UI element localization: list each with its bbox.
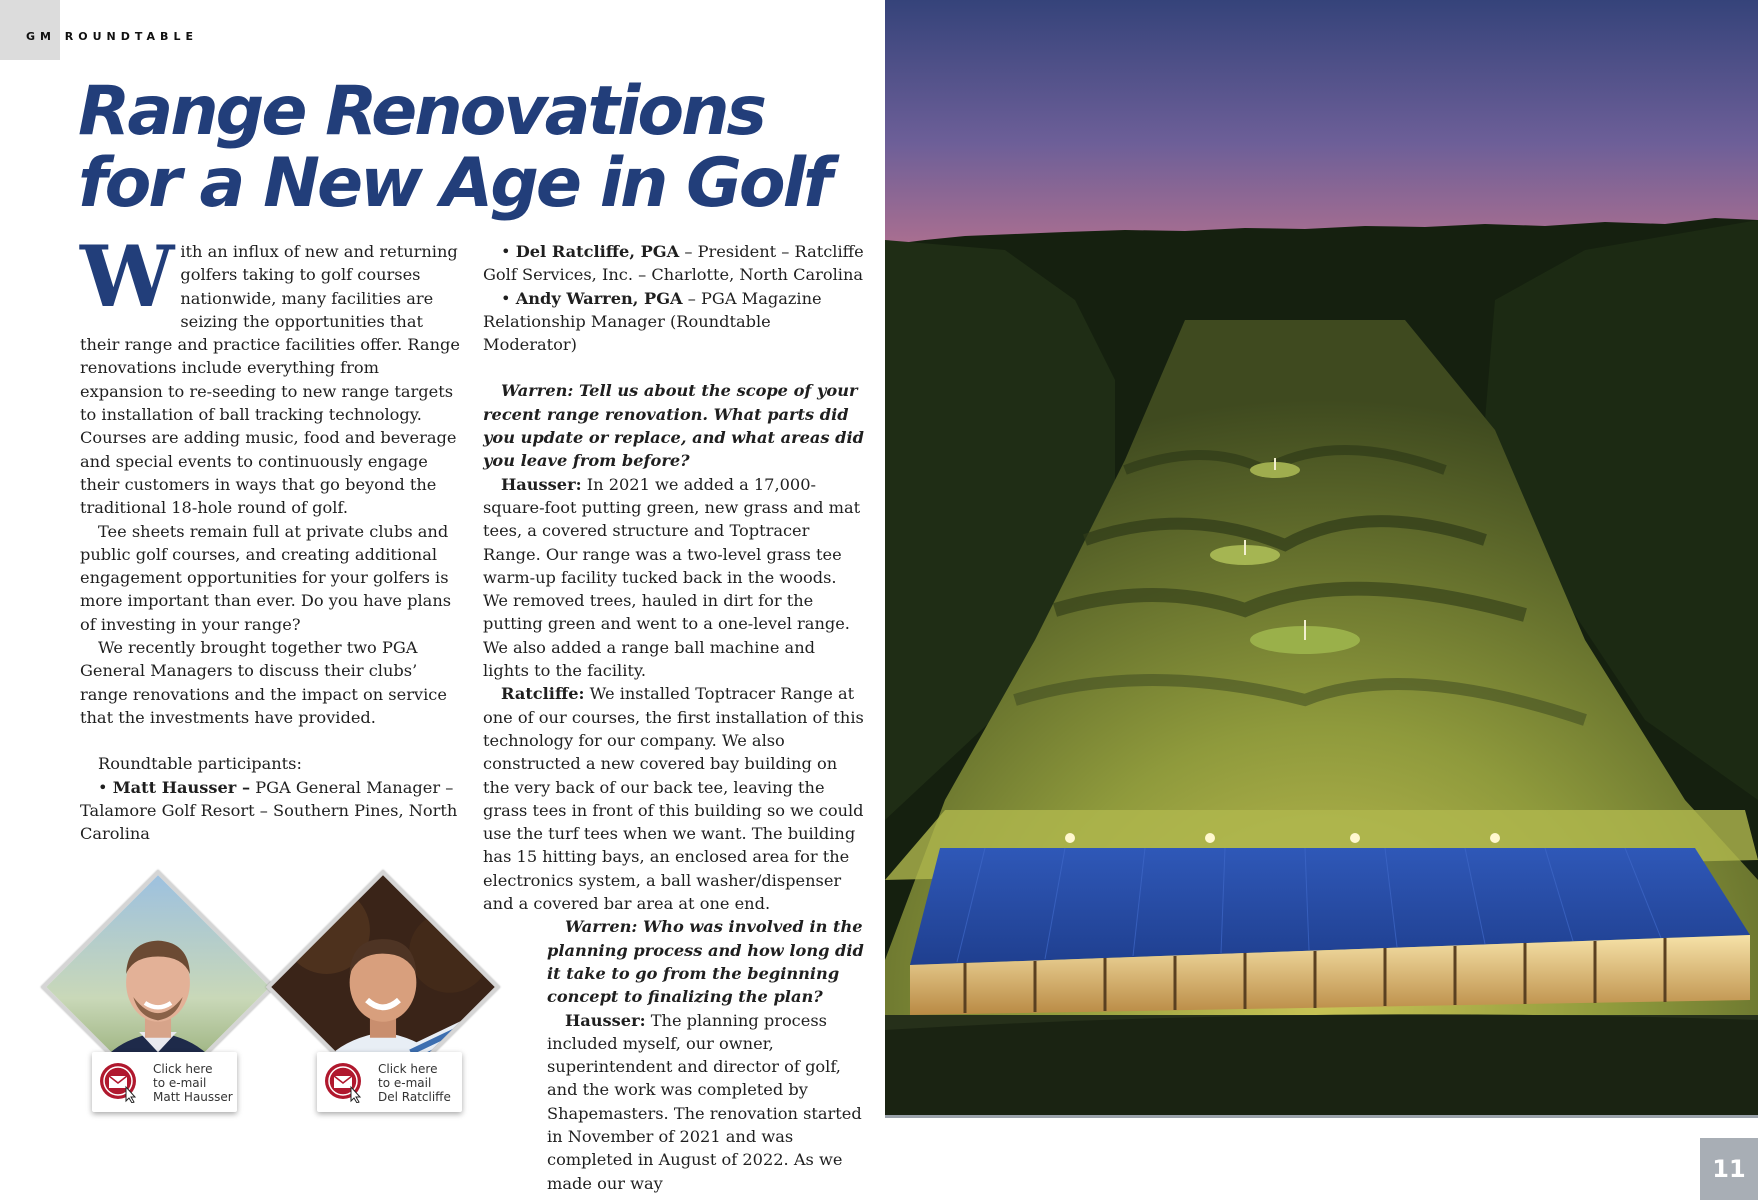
participants-heading: Roundtable participants: (98, 754, 302, 774)
email-button-label (153, 1062, 233, 1104)
email-label-line-1: Click here (378, 1062, 438, 1076)
question-2: Warren: Who was involved in the planning process and how long did it take to go from the beginning concept to finalizing the plan? (547, 917, 864, 1007)
intro-paragraph (80, 227, 460, 520)
body-paragraph-3: We recently brought together two PGA General Managers to discuss their clubs’ range renovations and the impact on service that the investments have provided. (80, 638, 447, 727)
drop-cap: W (80, 227, 175, 326)
participant-item-hausser: • Matt Hausser – PGA General Manager – Talamore Golf Resort – Southern Pines, North Carolina (80, 777, 458, 844)
participant-item-warren: • Andy Warren, PGA – PGA Magazine Relationship Manager (Roundtable Moderator) (483, 288, 822, 355)
answer-2 (483, 682, 865, 915)
speaker-name: Ratcliffe: (501, 684, 585, 704)
answer-text: We installed Toptracer Range at one of our courses, the first installation of this technology for our company. We also constructed a new covered bay building on the very back of our back tee, leaving the grass tees in front of this building so we could use the turf tees when we want. The building has 15 hitting bays, an enclosed area for the electronics system, a ball washer/dispenser and a covered bar area at one end. (483, 684, 864, 914)
email-button-label (378, 1062, 451, 1104)
participant-name: Andy Warren, PGA (515, 288, 683, 308)
answer-text: In 2021 we added a 17,000-square-foot putting green, new grass and mat tees, a covered structure and Toptracer Range. Our range was a two-level grass tee warm-up facility tucked back in the woods. We removed trees, hauled in dirt for the putting green and went to a one-level range. We also added a range ball machine and lights to the facility. (483, 474, 861, 681)
participant-detail: – President – Ratcliffe Golf Services, Inc. – Charlotte, North Carolina (483, 242, 864, 285)
question-1: Warren: Tell us about the scope of your recent range renovation. What parts did you update or replace, and what areas did you leave from before? (483, 381, 864, 471)
driving-range-image (885, 0, 1758, 1115)
headline-line-2: for a New Age in Golf (78, 144, 830, 223)
participant-name: Del Ratcliffe, PGA (515, 242, 680, 261)
email-label-line-2: to e-mail (378, 1076, 432, 1090)
email-matt-hausser-button[interactable] (92, 1052, 237, 1112)
participant-detail: PGA General Manager – Talamore Golf Resort – Southern Pines, North Carolina (80, 777, 458, 844)
email-label-line-3: Matt Hausser (153, 1090, 233, 1104)
email-icon (98, 1061, 140, 1103)
participant-item-ratcliffe: • Del Ratcliffe, PGA – President – Ratcliffe Golf Services, Inc. – Charlotte, North Carolina (483, 242, 864, 285)
section-label: GM ROUNDTABLE (26, 30, 198, 43)
headline-line-1: Range Renovations (78, 72, 764, 151)
speaker-name: Hausser: (565, 1010, 646, 1030)
email-label-line-3: Del Ratcliffe (378, 1090, 451, 1104)
article-column-2 (483, 240, 865, 1195)
email-icon (323, 1061, 365, 1103)
answer-1 (483, 473, 865, 683)
speaker-name: Hausser: (501, 474, 582, 494)
email-label-line-2: to e-mail (153, 1076, 207, 1090)
email-label-line-1: Click here (153, 1062, 213, 1076)
headline (78, 72, 830, 223)
email-del-ratcliffe-button[interactable] (317, 1052, 462, 1112)
intro-text: ith an influx of new and returning golfers taking to golf courses nationwide, many facilities are seizing the opportunities that their range and practice facilities offer. Range renovations include everything from expansion to re-seeding to new range targets to installation of ball tracking technology. Courses are adding music, food and beverage and special events to continuously engage their customers in ways that go beyond the traditional 18-hole round of golf. (80, 242, 460, 518)
participant-name: Matt Hausser – (112, 777, 251, 797)
participant-detail: – PGA Magazine Relationship Manager (Roundtable Moderator) (483, 288, 822, 355)
driving-range-photo (885, 0, 1758, 1118)
body-paragraph-2: Tee sheets remain full at private clubs and public golf courses, and creating additional engagement opportunities for your golfers is more important than ever. Do you have plans of investing in your range? (80, 521, 452, 634)
column-2-inset (547, 915, 865, 1195)
page-number: 11 (1700, 1138, 1758, 1200)
article-column-1 (80, 227, 460, 845)
answer-text: The planning process included myself, our owner, superintendent and director of golf, and the work was completed by Shapemasters. The renovation started in November of 2021 and was completed in August of 2022. As we made our way (547, 1010, 862, 1193)
answer-3 (547, 1009, 865, 1195)
